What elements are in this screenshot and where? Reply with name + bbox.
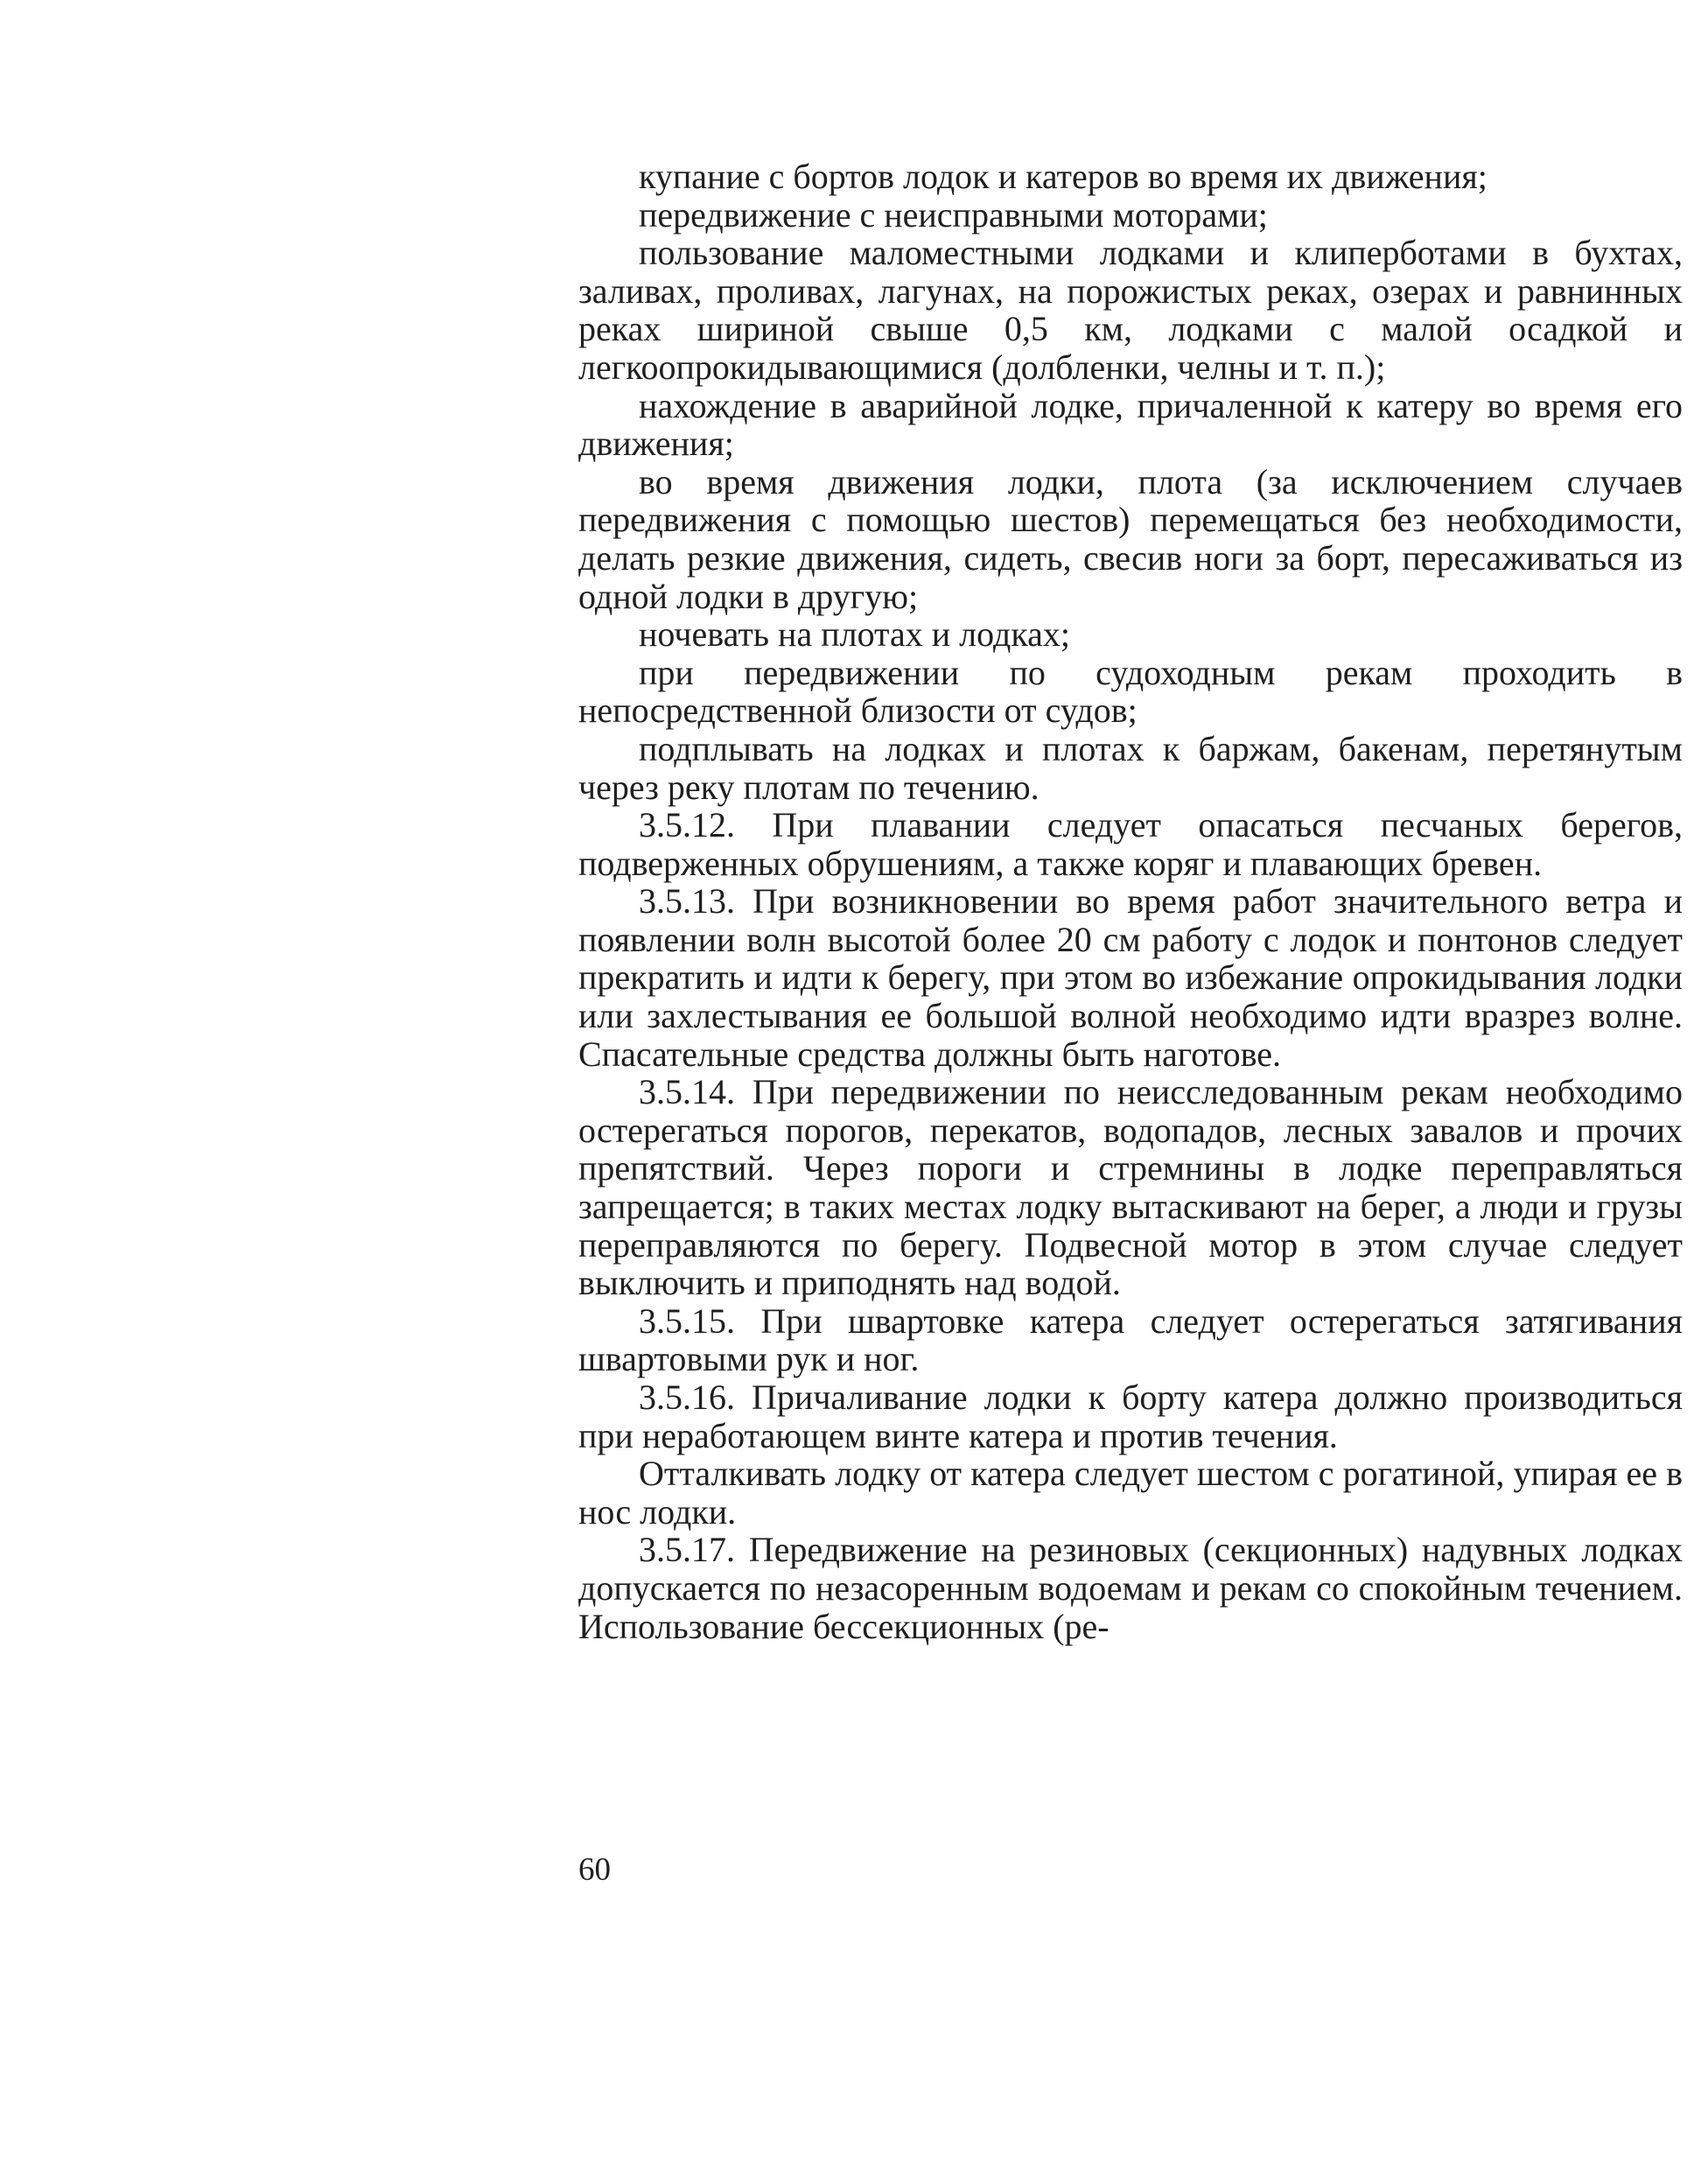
paragraph-3-5-17: 3.5.17. Передвижение на резиновых (секционных) надувных лодках допускается по незасоренным водоемам и рекам со спокойным течением. Использование бессекционных (ре- [578, 1530, 1683, 1646]
paragraph-list-item-emergency-boat: нахождение в аварийной лодке, причаленной к катеру во время его движения; [578, 385, 1683, 464]
paragraph-list-item-overnight: ночевать на плотах и лодках; [639, 614, 1071, 655]
paragraph-3-5-12: 3.5.12. При плавании следует опасаться песчаных берегов, подверженных обрушениям, а также коряг и плавающих бревен. [578, 805, 1683, 883]
paragraph-3-5-14: 3.5.14. При передвижении по неисследованным рекам необходимо остерегаться порогов, перекатов, водопадов, лесных завалов и прочих препятствий. Через пороги и стремнины в лодке переправляться запрещается; в таких местах лодку вытаскивают на берег, а люди и грузы переправляются по берегу. Подвесной мотор в этом случае следует выключить и приподнять над водой. [578, 1072, 1683, 1303]
paragraph-list-item-barges: подплывать на лодках и плотах к баржам, бакенам, перетянутым через реку плотам по течению. [578, 728, 1683, 807]
body-text [578, 158, 1683, 1645]
paragraph-list-item-bathing: купание с бортов лодок и катеров во время их движения; [639, 157, 1488, 196]
paragraph-list-item-navigable-rivers: при передвижении по судоходным рекам проходить в непосредственной близости от судов; [578, 652, 1683, 731]
paragraph-list-item-small-boats: пользование маломестными лодками и клиперботами в бухтах, заливах, проливах, лагунах, на порожистых реках, озерах и равнинных реках шириной свыше 0,5 км, лодками с малой осадкой и легкоопрокидывающимися (долбленки, челны и т. п.); [578, 233, 1683, 387]
paragraph-list-item-moving-in-boat: во время движения лодки, плота (за исключением случаев передвижения с помощью шестов) перемещаться без необходимости, делать резкие движения, сидеть, свесив ноги за борт, пересаживаться из одной лодки в другую; [578, 461, 1683, 616]
paragraph-3-5-16: 3.5.16. Причаливание лодки к борту катера должно производиться при неработающем винте катера и против течения. [578, 1377, 1683, 1455]
page-number: 60 [578, 1852, 611, 1888]
paragraph-3-5-15: 3.5.15. При швартовке катера следует остерегаться затягивания швартовыми рук и ног. [578, 1300, 1683, 1379]
paragraph-list-item-faulty-motors: передвижение с неисправными моторами; [639, 194, 1268, 235]
paragraph-3-5-13: 3.5.13. При возникновении во время работ значительного ветра и появлении волн высотой более 20 см работу с лодок и понтонов следует прекратить и идти к берегу, при этом во избежание опрокидывания лодки или захлестывания ее большой волной необходимо идти вразрез волне. Спасательные средства должны быть наготове. [578, 881, 1683, 1074]
paragraph-pushing-boat: Отталкивать лодку от катера следует шестом с рогатиной, упирая ее в нос лодки. [578, 1454, 1683, 1532]
